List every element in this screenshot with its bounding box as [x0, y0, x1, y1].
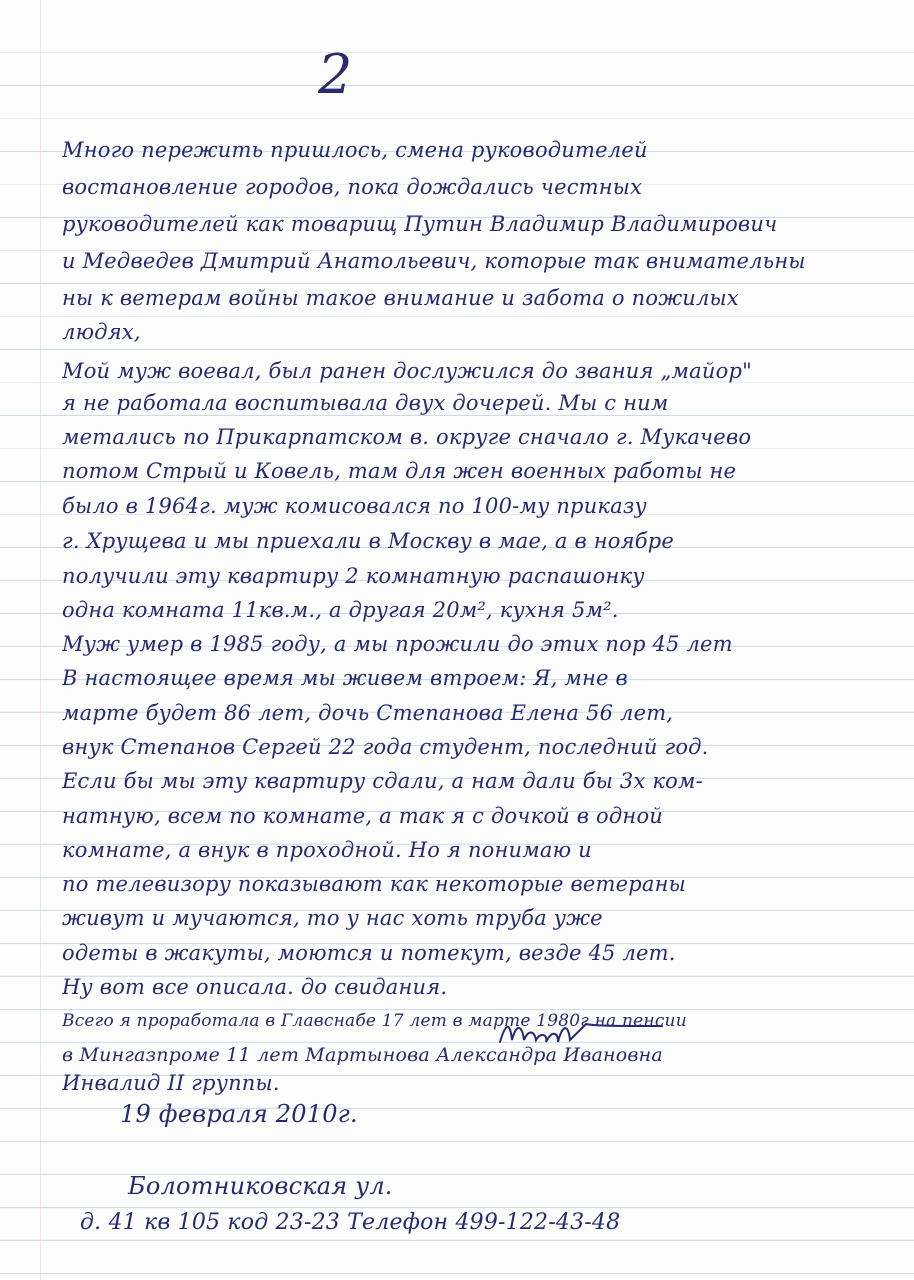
text-line: метались по Прикарпатском в. округе сначало г. Мукачево — [62, 425, 752, 449]
text-line: по телевизору показывают как некоторые ветераны — [62, 872, 686, 896]
text-line: г. Хрущева и мы приехали в Москву в мае, а в ноябре — [62, 529, 675, 553]
text-line: и Медведев Дмитрий Анатольевич, которые так внимательны — [62, 249, 806, 273]
text-line: живут и мучаются, то у нас хоть труба уже — [62, 906, 603, 930]
text-line: Если бы мы эту квартиру сдали, а нам дали бы 3х ком- — [62, 769, 703, 793]
text-line: Много пережить пришлось, смена руководителей — [62, 138, 648, 162]
margin-line — [40, 0, 41, 1280]
text-line: натную, всем по комнате, а так я с дочкой в одной — [62, 804, 664, 828]
text-line: я не работала воспитывала двух дочерей. Мы с ним — [62, 391, 669, 415]
text-line: комнате, а внук в проходной. Но я понимаю и — [62, 838, 592, 862]
text-line: ны к ветерам войны такое внимание и забота о пожилых — [62, 286, 739, 310]
street-address: Болотниковская ул. — [128, 1172, 393, 1200]
text-line: Ну вот все описала. до свидания. — [62, 975, 448, 999]
page-number: 2 — [318, 43, 353, 106]
text-line: получили эту квартиру 2 комнатную распашонку — [62, 564, 645, 588]
closing-line: Всего я проработала в Главснабе 17 лет в марте 1980г на пенсии — [62, 1011, 687, 1031]
text-line: Муж умер в 1985 году, а мы прожили до этих пор 45 лет — [62, 632, 733, 656]
text-line: потом Стрый и Ковель, там для жен военных работы не — [62, 459, 737, 483]
text-line: людях, — [62, 320, 141, 344]
text-line: востановление городов, пока дождались честных — [62, 175, 643, 199]
text-line: марте будет 86 лет, дочь Степанова Елена 56 лет, — [62, 701, 674, 725]
text-line: внук Степанов Сергей 22 года студент, последний год. — [62, 735, 709, 759]
letter-date: 19 февраля 2010г. — [120, 1100, 358, 1128]
handwritten-signature — [496, 1012, 666, 1052]
text-line: одеты в жакуты, моются и потекут, везде 45 лет. — [62, 941, 676, 965]
text-line: В настоящее время мы живем втроем: Я, мне в — [62, 666, 628, 690]
address-phone-line: д. 41 кв 105 код 23-23 Телефон 499-122-43-48 — [80, 1210, 621, 1235]
text-line: одна комната 11кв.м., а другая 20м², кухня 5м². — [62, 598, 619, 622]
text-line: Мой муж воевал, был ранен дослужился до звания „майор" — [62, 359, 752, 383]
closing-line: в Мингазпроме 11 лет Мартынова Александра Ивановна — [62, 1044, 663, 1066]
text-line: было в 1964г. муж комисовался по 100-му приказу — [62, 494, 647, 518]
text-line: руководителей как товарищ Путин Владимир Владимирович — [62, 212, 778, 236]
closing-line: Инвалид II группы. — [62, 1071, 280, 1095]
